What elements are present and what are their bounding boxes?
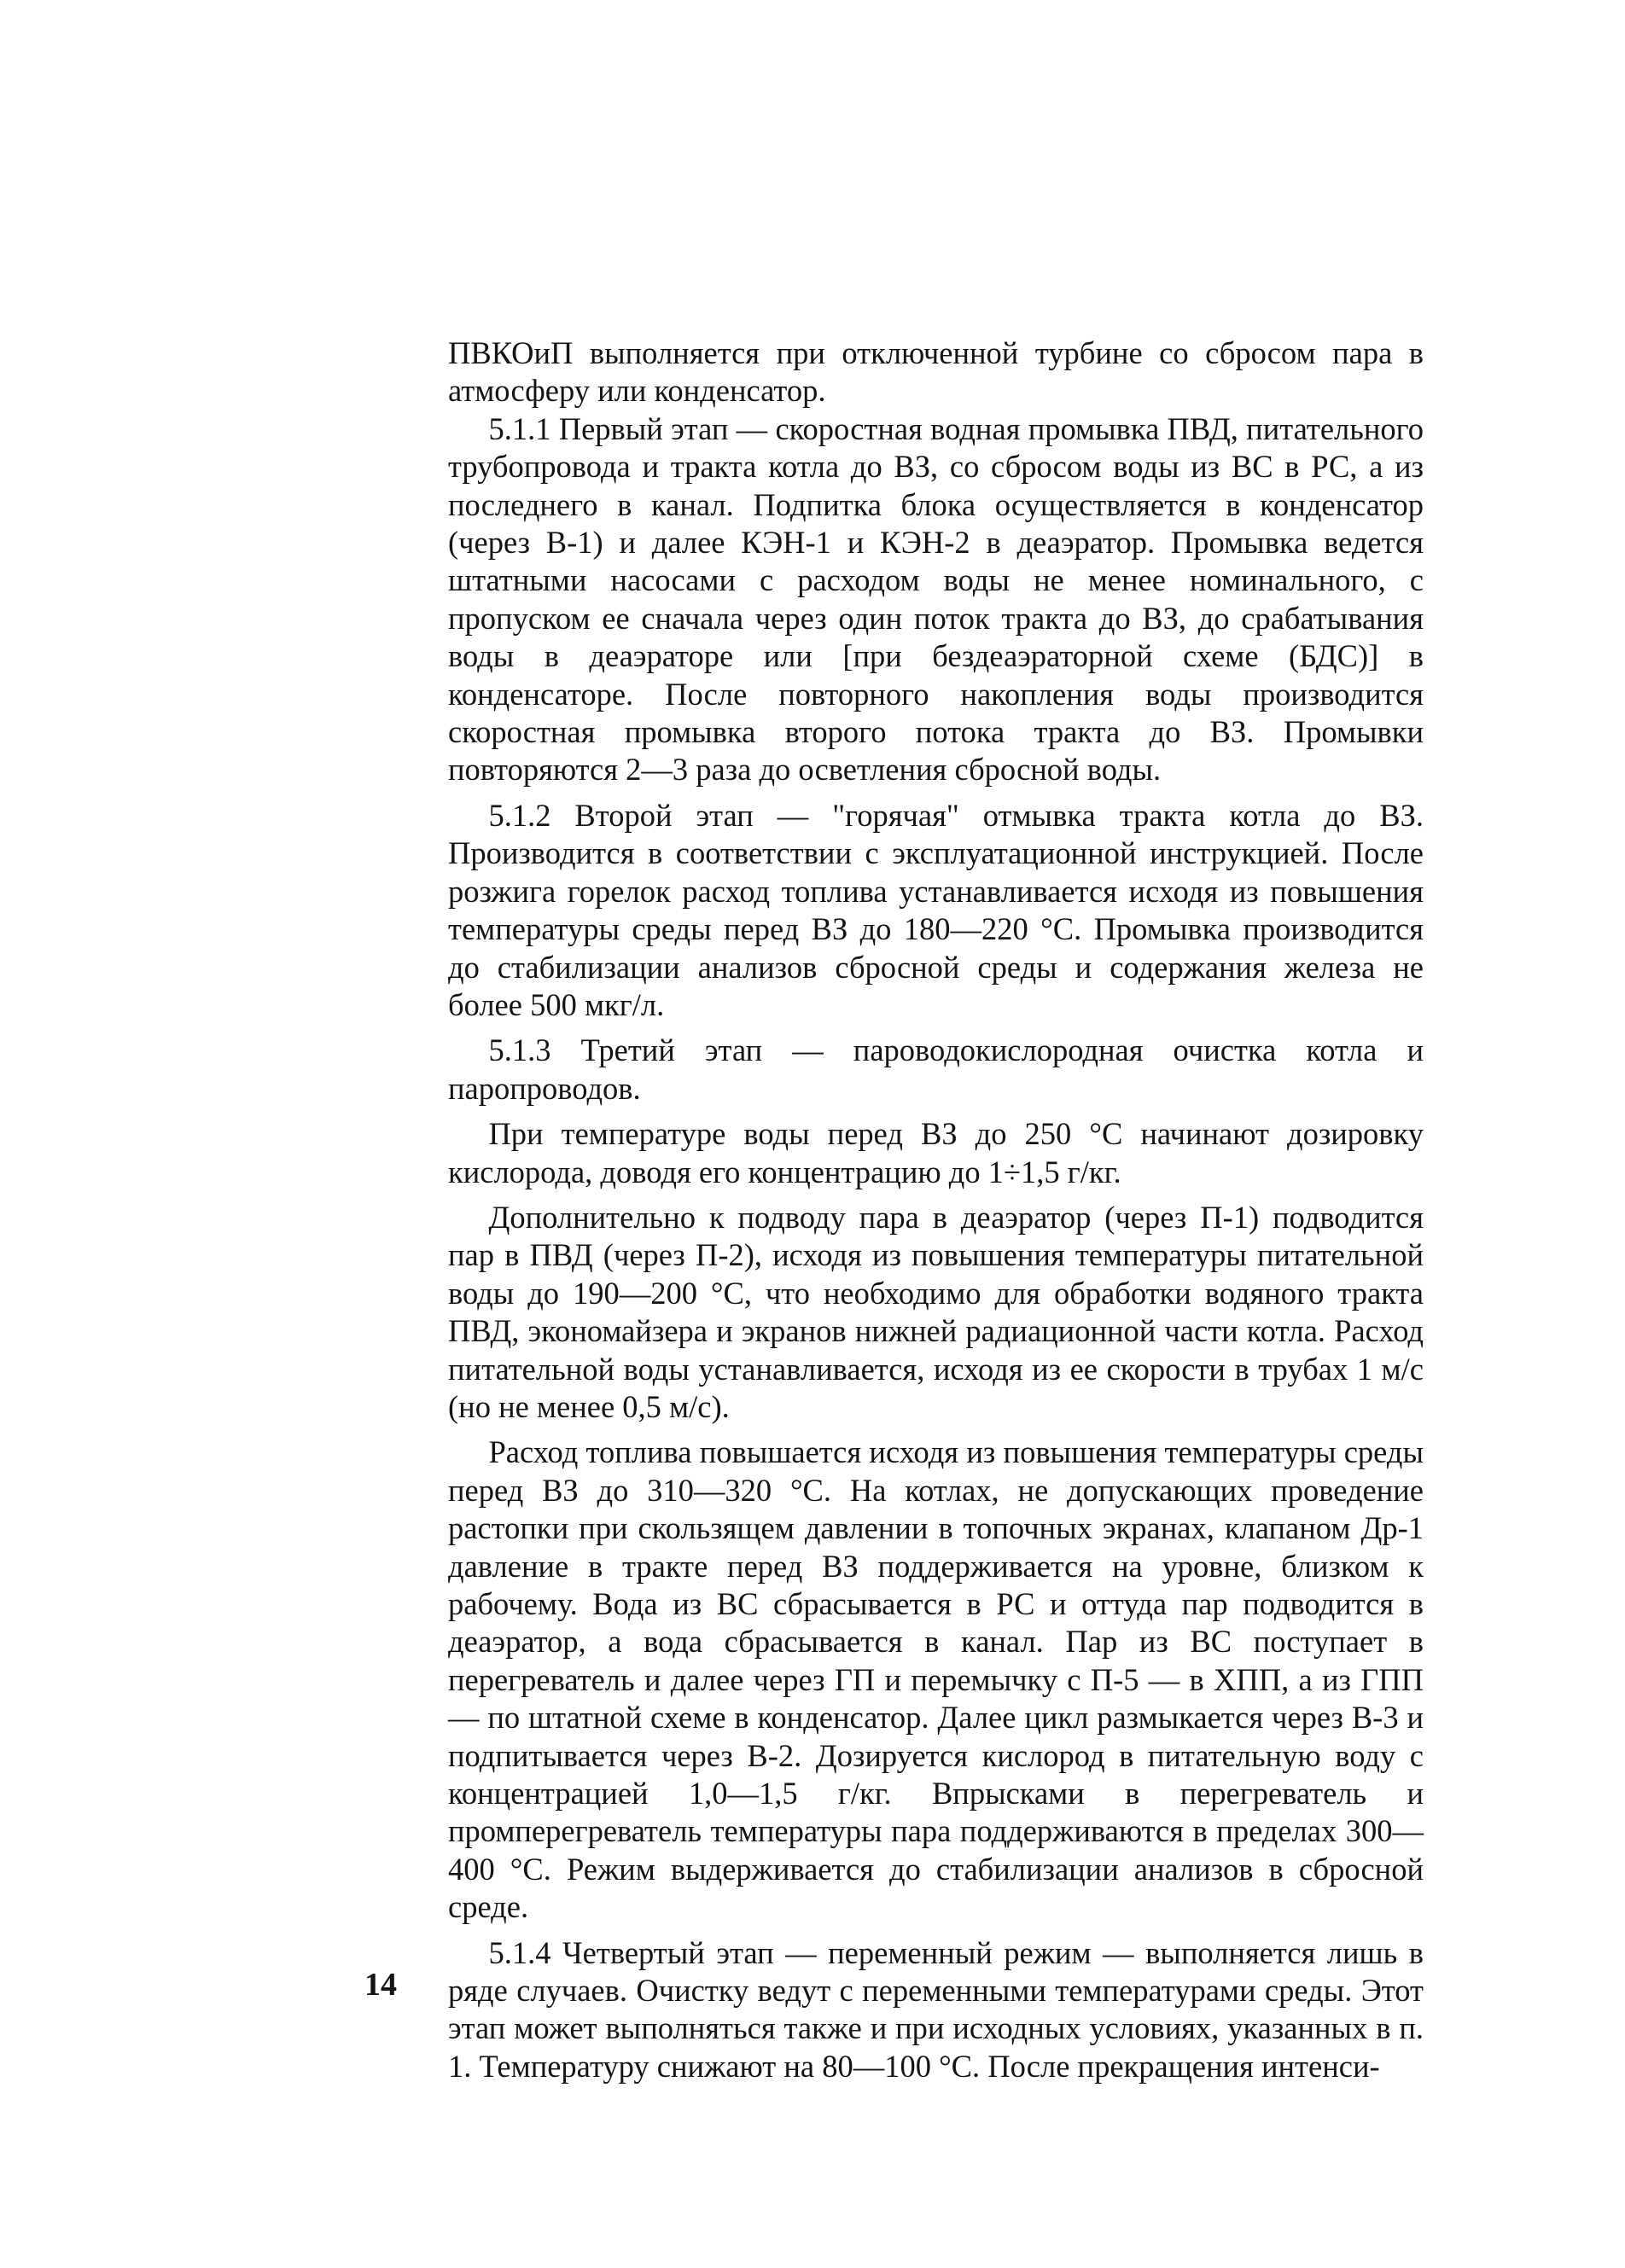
paragraph-steam-supply: Дополнительно к подводу пара в деаэратор (через П-1) подводится пар в ПВД (через П-2), исходя из повышения температуры питательной воды до 190—200 °С, что необходимо для обработки водяного тракта ПВД, экономайзера и экранов нижней радиационной части котла. Расход питательной воды устанавливается, исходя из ее скорости в трубах 1 м/с (но не менее 0,5 м/с). (448, 1199, 1424, 1424)
paragraph-oxygen-dosing: При температуре воды перед ВЗ до 250 °С начинают дозировку кислорода, доводя его концентрацию до 1÷1,5 г/кг. (448, 1116, 1424, 1189)
paragraph-intro: ПВКОиП выполняется при отключенной турбине со сбросом пара в атмосферу или конденсатор. (448, 335, 1424, 409)
paragraph-fuel-flow: Расход топлива повышается исходя из повышения температуры среды перед ВЗ до 310—320 °С. На котлах, не допускающих проведение растопки при скользящем давлении в топочных экранах, клапаном Др-1 давление в тракте перед ВЗ поддерживается на уровне, близком к рабочему. Вода из ВС сбрасывается в РС и оттуда пар подводится в деаэратор, а вода сбрасывается в канал. Пар из ВС поступает в перегреватель и далее через ГП и перемычку с П-5 — в ХПП, а из ГПП — по штатной схеме в конденсатор. Далее цикл размыкается через В-3 и подпитывается через В-2. Дозируется кислород в питательную воду с концентрацией 1,0—1,5 г/кг. Впрысками в перегреватель и промперегреватель температуры пара поддерживаются в пределах 300—400 °С. Режим выдерживается до стабилизации анализов в сбросной среде. (448, 1434, 1424, 1925)
paragraph-stage-1: 5.1.1 Первый этап — скоростная водная промывка ПВД, питательного трубопровода и тракта котла до ВЗ, со сбросом воды из ВС в РС, а из последнего в канал. Подпитка блока осуществляется в конденсатор (через В-1) и далее КЭН-1 и КЭН-2 в деаэратор. Промывка ведется штатными насосами с расходом воды не менее номинального, с пропуском ее сначала через один поток тракта до ВЗ, до срабатывания воды в деаэраторе или [при бездеаэраторной схеме (БДС)] в конденсаторе. После повторного накопления воды производится скоростная промывка второго потока тракта до ВЗ. Промывки повторяются 2—3 раза до осветления сбросной воды. (448, 410, 1424, 788)
paragraph-stage-4: 5.1.4 Четвертый этап — переменный режим — выполняется лишь в ряде случаев. Очистку ведут с переменными температурами среды. Этот этап может выполняться также и при исходных условиях, указанных в п. 1. Температуру снижают на 80—100 °С. После прекращения интенси- (448, 1934, 1424, 2084)
document-body (448, 334, 1424, 2085)
paragraph-stage-3: 5.1.3 Третий этап — пароводокислородная очистка котла и паропроводов. (448, 1032, 1424, 1106)
paragraph-stage-2: 5.1.2 Второй этап — "горячая" отмывка тракта котла до ВЗ. Производится в соответствии с эксплуатационной инструкцией. После розжига горелок расход топлива устанавливается исходя из повышения температуры среды перед ВЗ до 180—220 °С. Промывка производится до стабилизации анализов сбросной среды и содержания железа не более 500 мкг/л. (448, 797, 1424, 1022)
page-number: 14 (364, 1967, 397, 2003)
